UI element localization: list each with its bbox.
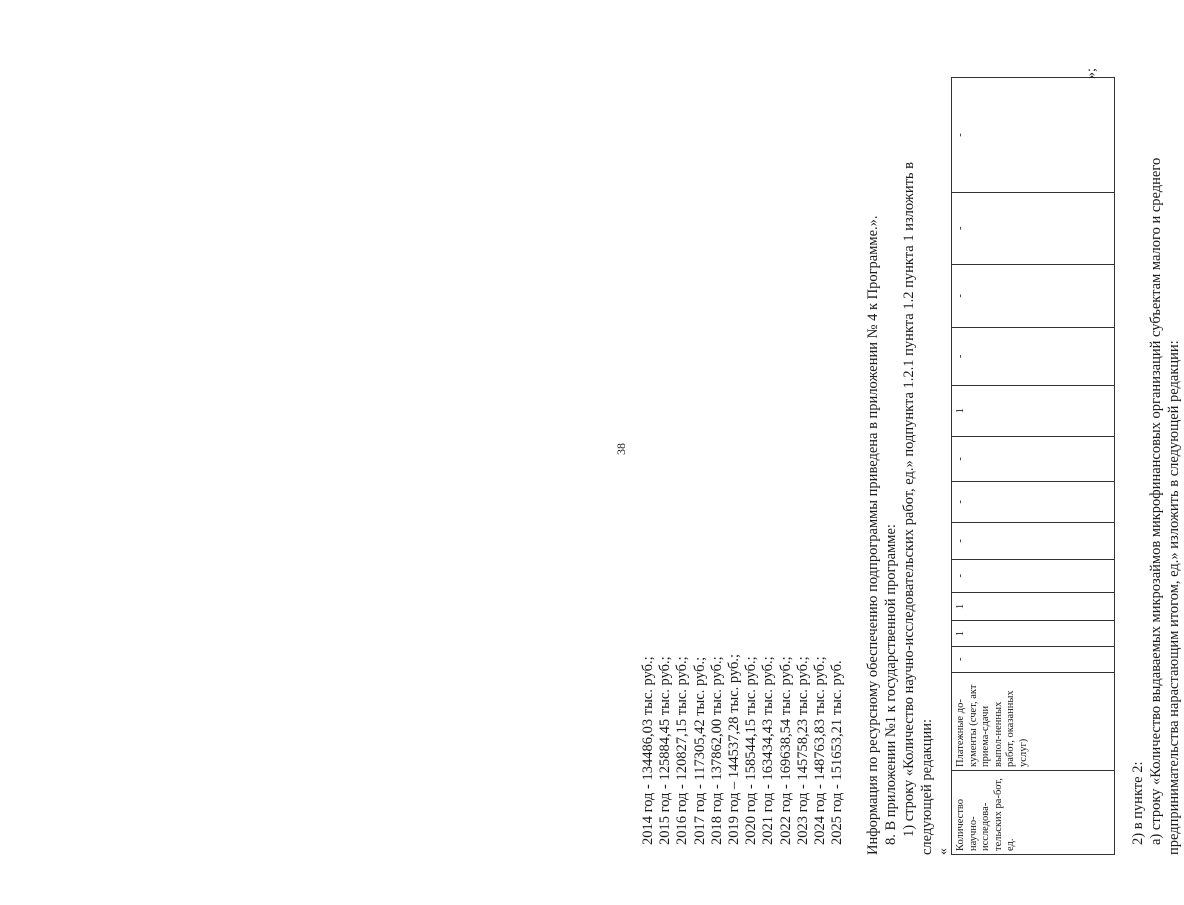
funding-year-line: 2019 год – 144537,28 тыс. руб.; [726,653,743,845]
year-value-cell: - [952,646,1115,672]
year-value-cell: - [952,192,1115,264]
year-value-cell: - [952,481,1115,522]
opening-quote: « [936,848,951,855]
year-value-cell: 1 [952,592,1115,621]
item-8-heading: 8. В приложении №1 к государственной программе: [883,524,899,845]
table-row [952,78,1115,855]
subitem-a-line1: а) строку «Количество выдаваемых микрозаймов микрофинансовых организаций субъектам малого и среднего [1148,157,1164,845]
funding-year-line: 2015 год - 125884,45 тыс. руб.; [657,656,674,845]
year-value-cell: - [952,522,1115,559]
funding-year-line: 2024 год - 148763,83 тыс. руб.; [812,656,829,845]
subitem-1-line1: 1) строку «Количество научно-исследовательских работ, ед.» подпункта 1.2.1 пункта 1.2 пункта 1 изложить в [901,161,917,837]
info-paragraph: Информация по ресурсному обеспечению подпрограммы приведена в приложении № 4 к Программе.». [865,215,881,855]
subitem-a-line2: предпринимательства нарастающим итогом, ед.» изложить в следующей редакции: [1166,340,1182,855]
page-number: 38 [614,443,628,455]
year-value-cell: - [952,559,1115,592]
year-value-cell: 1 [952,621,1115,647]
funding-year-line: 2016 год - 120827,15 тыс. руб.; [674,656,691,845]
item-2-heading: 2) в пункте 2: [1130,761,1146,845]
funding-years-list [640,654,846,845]
year-value-cell: - [952,328,1115,385]
year-value-cell: - [952,78,1115,193]
year-value-cell: - [952,264,1115,328]
indicator-name-cell: Количество научно-исследова-тельских ра-бот, ед. [952,770,1115,854]
funding-year-line: 2023 год - 145758,23 тыс. руб.; [794,656,811,845]
subitem-1-line2: следующей редакции: [919,718,935,855]
source-document-cell: Платежные до-кументы (счет, акт приема-сдачи выпол-ненных работ, оказанных услуг) [952,672,1115,770]
indicator-table [951,77,1115,855]
funding-year-line: 2021 год - 163434,43 тыс. руб.; [760,656,777,845]
rotated-document-content [600,65,1182,855]
year-value-cell: - [952,436,1115,481]
year-value-cell: 1 [952,385,1115,436]
funding-year-line: 2017 год - 117305,42 тыс. руб.; [691,656,708,845]
funding-year-line: 2022 год - 169638,54 тыс. руб.; [777,656,794,845]
funding-year-line: 2020 год - 158544,15 тыс. руб.; [743,656,760,845]
funding-year-line: 2018 год - 137862,00 тыс. руб.; [708,656,725,845]
funding-year-line: 2014 год - 134486,03 тыс. руб.; [640,656,656,845]
funding-year-line: 2025 год - 151653,21 тыс. руб. [829,660,846,845]
closing-quote: »; [1084,68,1099,79]
